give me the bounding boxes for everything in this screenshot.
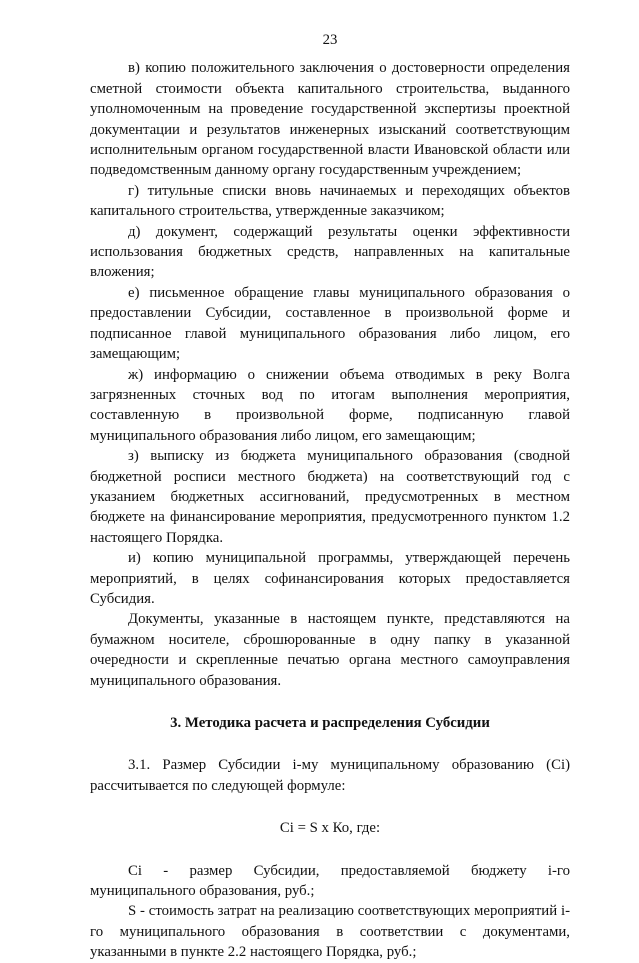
item-z: з) выписку из бюджета муниципального образования (сводной бюджетной росписи местного бюджета) на соответствующий год с указанием бюджетных ассигнований, предусмотренных в местном бюджете на финансирование мероприятия, предусмотренного пунктом 1.2 настоящего Порядка.: [90, 448, 570, 546]
item-g: г) титульные списки вновь начинаемых и переходящих объектов капитального строительства, утвержденные заказчиком;: [90, 182, 570, 220]
formula: Ci = S x Ко, где:: [279, 820, 381, 837]
clause-3-1: 3.1. Размер Субсидии i-му муниципальному образованию (Ci) рассчитывается по следующей формуле:: [90, 757, 570, 794]
section-heading: 3. Методика расчета и распределения Субсидии: [170, 715, 490, 731]
item-v: в) копию положительного заключения о достоверности определения сметной стоимости объекта капитального строительства, выданного уполномоченным на проведение государственной экспертизы проектной документации и результатов инженерных изысканий соответствующим исполнительным органом государственной власти Ивановской области или подведомственным данному органу государственным учреждением;: [90, 60, 570, 179]
definition-ci: Ci - размер Субсидии, предоставляемой бюджету i-го муниципального образования, руб.;: [90, 862, 570, 900]
item-d: д) документ, содержащий результаты оценки эффективности использования бюджетных средств, направленных на капитальные вложения;: [90, 223, 570, 281]
definition-s: S - стоимость затрат на реализацию соответствующих мероприятий i-го муниципального образования в соответствии с документами, указанными в пункте 2.2 настоящего Порядка, руб.;: [90, 903, 570, 961]
item-i: и) копию муниципальной программы, утверждающей перечень мероприятий, в целях софинансирования которых предоставляется Субсидия.: [90, 550, 570, 607]
item-zh: ж) информацию о снижении объема отводимых в реку Волга загрязненных сточных вод по итогам выполнения мероприятия, составленную в произвольной форме, подписанную главой муниципального образования либо лицом, его замещающим;: [90, 366, 570, 444]
page-number: 23: [322, 32, 338, 48]
documents-paragraph: Документы, указанные в настоящем пункте, представляются на бумажном носителе, сброшюрованные в одну папку в указанной очередности и скрепленные печатью органа местного самоуправления муниципального образования.: [90, 611, 570, 689]
document-page: [90, 30, 570, 963]
item-e: е) письменное обращение главы муниципального образования о предоставлении Субсидии, составленное в произвольной форме и подписанное главой муниципального образования либо лицом, его замещающим;: [90, 284, 570, 363]
